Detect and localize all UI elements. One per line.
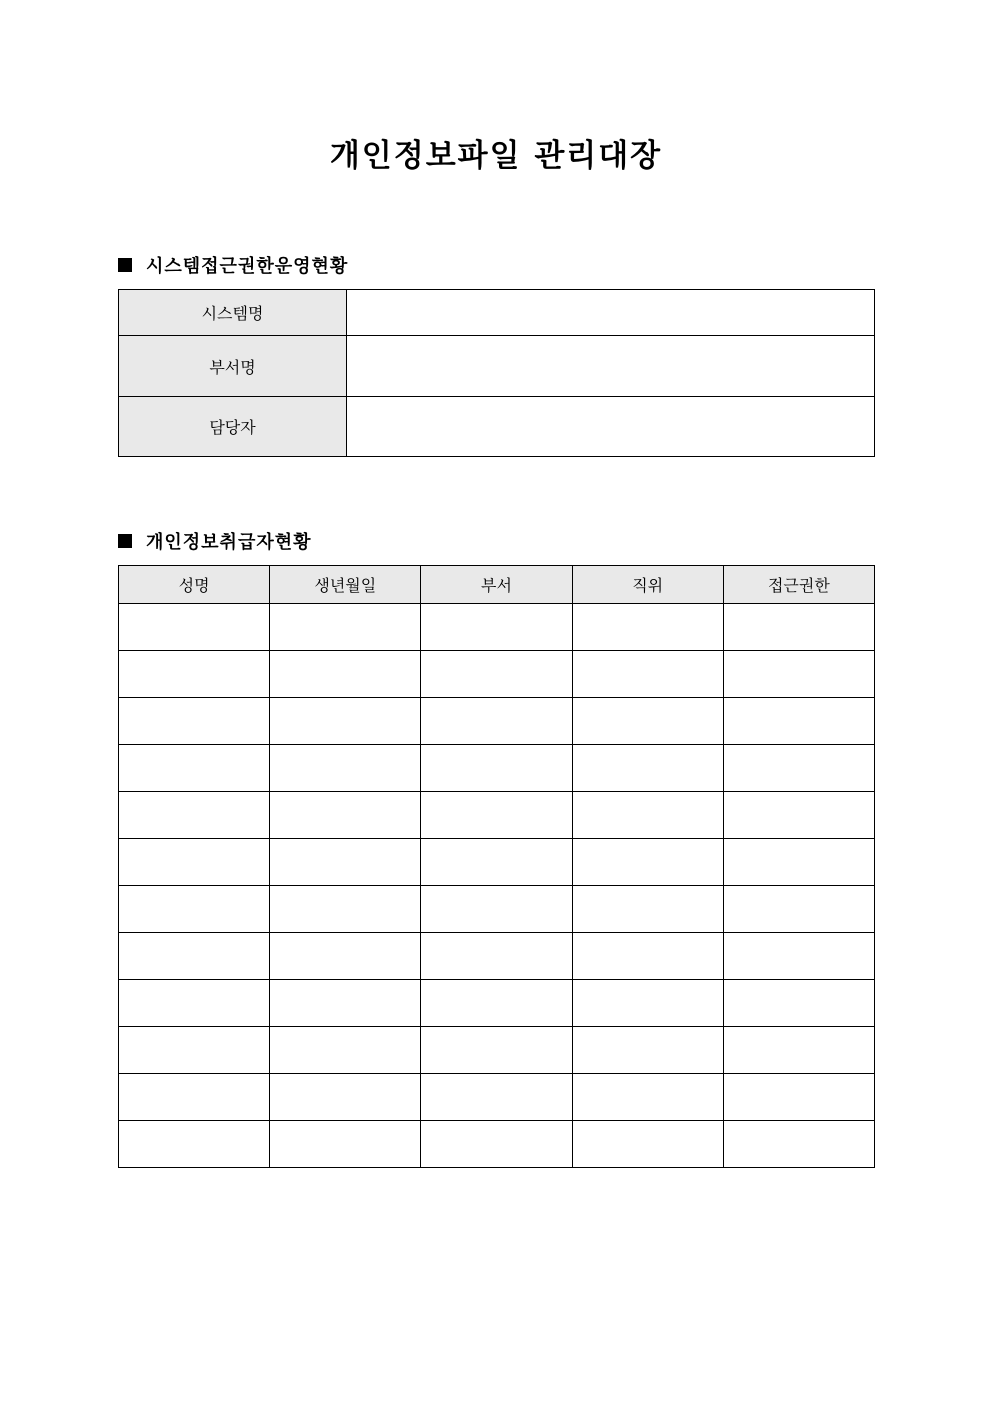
section-heading-handlers [118,528,312,554]
table-cell-department[interactable] [421,1074,572,1121]
field-value-system-name[interactable] [347,290,875,336]
table-cell-access-right[interactable] [723,698,874,745]
table-cell-department[interactable] [421,980,572,1027]
table-cell-name[interactable] [119,604,270,651]
table-cell-birthdate[interactable] [270,1027,421,1074]
column-header-birthdate: 생년월일 [270,566,421,604]
column-header-department: 부서 [421,566,572,604]
section-heading-system-access [118,252,348,278]
table-row [119,1074,875,1121]
table-cell-position[interactable] [572,839,723,886]
table-cell-position[interactable] [572,886,723,933]
table-cell-position[interactable] [572,1027,723,1074]
table-cell-access-right[interactable] [723,604,874,651]
table-cell-birthdate[interactable] [270,651,421,698]
column-header-name: 성명 [119,566,270,604]
table-cell-access-right[interactable] [723,1027,874,1074]
square-bullet-icon [118,258,132,272]
table-row [119,745,875,792]
table-cell-position[interactable] [572,651,723,698]
table-cell-position[interactable] [572,980,723,1027]
table-cell-name[interactable] [119,1121,270,1168]
table-cell-access-right[interactable] [723,933,874,980]
table-row [119,933,875,980]
table-cell-access-right[interactable] [723,839,874,886]
system-access-table [118,289,875,457]
table-cell-birthdate[interactable] [270,1074,421,1121]
table-row [119,336,875,397]
table-cell-access-right[interactable] [723,792,874,839]
table-cell-name[interactable] [119,1027,270,1074]
table-cell-position[interactable] [572,1121,723,1168]
table-cell-name[interactable] [119,698,270,745]
table-cell-department[interactable] [421,1027,572,1074]
table-row [119,1121,875,1168]
field-value-person-in-charge[interactable] [347,397,875,457]
handler-table-body [119,604,875,1168]
table-cell-position[interactable] [572,933,723,980]
table-cell-access-right[interactable] [723,980,874,1027]
table-row [119,980,875,1027]
table-cell-birthdate[interactable] [270,698,421,745]
table-row [119,792,875,839]
table-cell-department[interactable] [421,792,572,839]
table-cell-birthdate[interactable] [270,980,421,1027]
table-row [119,839,875,886]
table-row [119,886,875,933]
table-cell-birthdate[interactable] [270,933,421,980]
table-cell-position[interactable] [572,745,723,792]
table-cell-birthdate[interactable] [270,886,421,933]
section-heading-label: 시스템접근권한운영현황 [146,256,349,277]
field-label-system-name: 시스템명 [119,290,347,336]
table-row [119,604,875,651]
section-heading-label: 개인정보취급자현황 [146,532,312,553]
table-row [119,290,875,336]
table-cell-name[interactable] [119,792,270,839]
document-title: 개인정보파일 관리대장 [329,138,663,174]
table-cell-access-right[interactable] [723,651,874,698]
table-cell-name[interactable] [119,933,270,980]
table-cell-name[interactable] [119,980,270,1027]
table-row [119,1027,875,1074]
table-cell-name[interactable] [119,886,270,933]
table-cell-access-right[interactable] [723,1074,874,1121]
handler-table [118,565,875,1168]
table-cell-position[interactable] [572,792,723,839]
table-row [119,397,875,457]
table-cell-birthdate[interactable] [270,745,421,792]
table-cell-name[interactable] [119,745,270,792]
square-bullet-icon [118,534,132,548]
column-header-access-right: 접근권한 [723,566,874,604]
table-row [119,698,875,745]
table-cell-department[interactable] [421,651,572,698]
table-cell-birthdate[interactable] [270,604,421,651]
table-cell-name[interactable] [119,1074,270,1121]
table-cell-department[interactable] [421,745,572,792]
table-row [119,651,875,698]
table-cell-birthdate[interactable] [270,839,421,886]
table-cell-name[interactable] [119,651,270,698]
table-cell-position[interactable] [572,1074,723,1121]
table-header-row [119,566,875,604]
table-cell-department[interactable] [421,604,572,651]
table-cell-access-right[interactable] [723,886,874,933]
table-cell-position[interactable] [572,698,723,745]
table-cell-department[interactable] [421,886,572,933]
table-cell-position[interactable] [572,604,723,651]
table-cell-access-right[interactable] [723,745,874,792]
table-cell-department[interactable] [421,839,572,886]
column-header-position: 직위 [572,566,723,604]
field-value-department-name[interactable] [347,336,875,397]
table-cell-department[interactable] [421,933,572,980]
field-label-department-name: 부서명 [119,336,347,397]
table-cell-birthdate[interactable] [270,792,421,839]
table-cell-department[interactable] [421,698,572,745]
table-cell-birthdate[interactable] [270,1121,421,1168]
table-cell-name[interactable] [119,839,270,886]
field-label-person-in-charge: 담당자 [119,397,347,457]
table-cell-department[interactable] [421,1121,572,1168]
table-cell-access-right[interactable] [723,1121,874,1168]
